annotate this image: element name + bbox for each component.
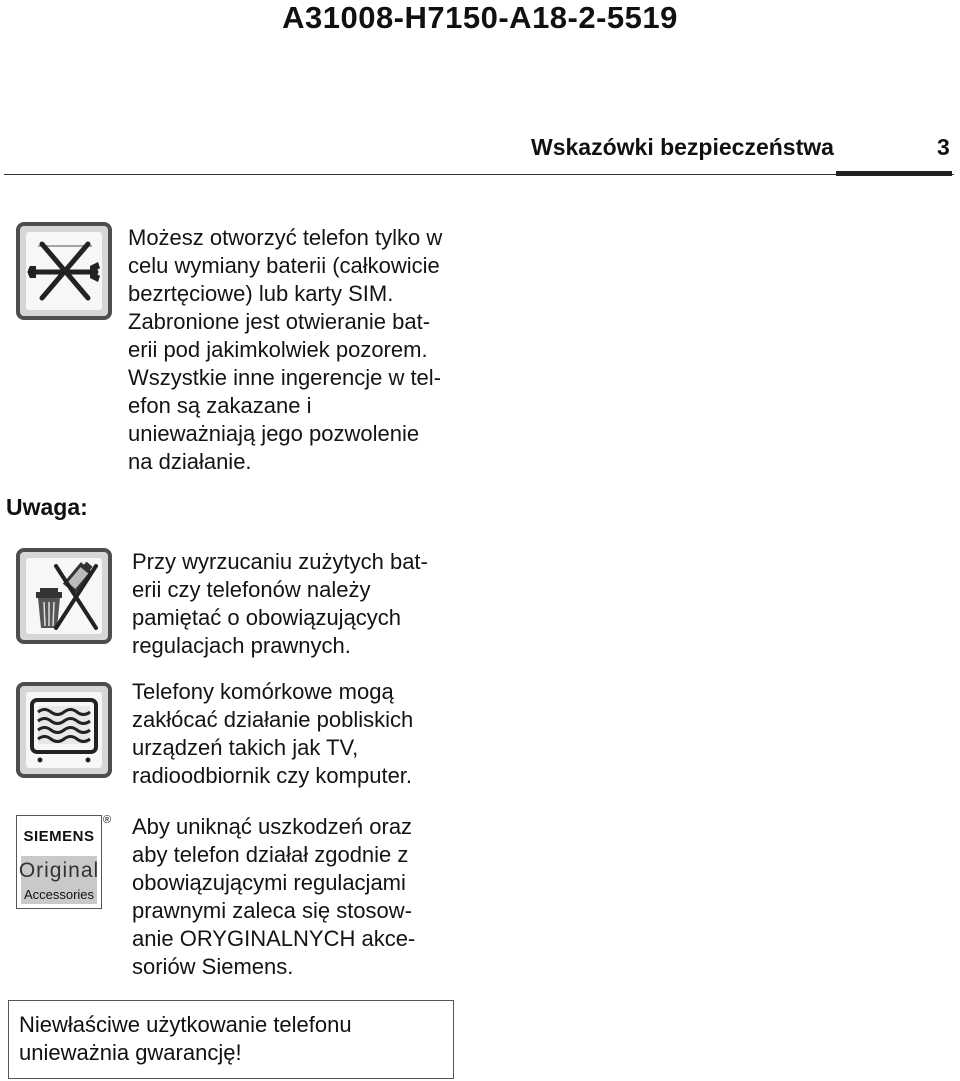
header-rule-accent: [836, 171, 952, 176]
tv-interference-icon: [16, 682, 112, 778]
section-title: Wskazówki bezpieczeństwa: [531, 134, 834, 160]
battery-disposal-icon: [16, 548, 112, 644]
paragraph-disposal: Przy wyrzucaniu zużytych bat- erii czy telefonów należy pamiętać o obowiązujących regulacjach prawnych.: [132, 549, 428, 658]
page-number: 3: [937, 134, 950, 160]
paragraph-opening: Możesz otworzyć telefon tylko w celu wymiany baterii (całkowicie bezrtęciowe) lub karty SIM. Zabronione jest otwieranie bat- erii pod jakimkolwiek pozorem. Wszystkie inne ingerencje w tel- efon są zakazane i unieważniają jego pozwolenie na działanie.: [128, 225, 443, 474]
siemens-original-accessories-logo: [16, 815, 102, 909]
warranty-warning-box: Niewłaściwe użytkowanie telefonu unieważnia gwarancję!: [8, 1000, 454, 1079]
logo-brand: SIEMENS: [23, 828, 95, 845]
paragraph-interference: Telefony komórkowe mogą zakłócać działanie pobliskich urządzeń takich jak TV, radioodbiornik czy komputer.: [132, 679, 414, 788]
no-tools-icon: [16, 222, 112, 320]
document-code: A31008-H7150-A18-2-5519: [282, 0, 678, 35]
note-label: Uwaga:: [6, 494, 88, 520]
logo-original: Original: [18, 859, 100, 882]
logo-accessories: Accessories: [23, 887, 95, 902]
header-rule: [4, 174, 954, 175]
paragraph-accessories: Aby uniknąć uszkodzeń oraz aby telefon działał zgodnie z obowiązującymi regulacjami prawnymi zaleca się stosow- anie ORYGINALNYCH akce- soriów Siemens.: [132, 814, 416, 979]
registered-mark: ®: [103, 814, 112, 826]
